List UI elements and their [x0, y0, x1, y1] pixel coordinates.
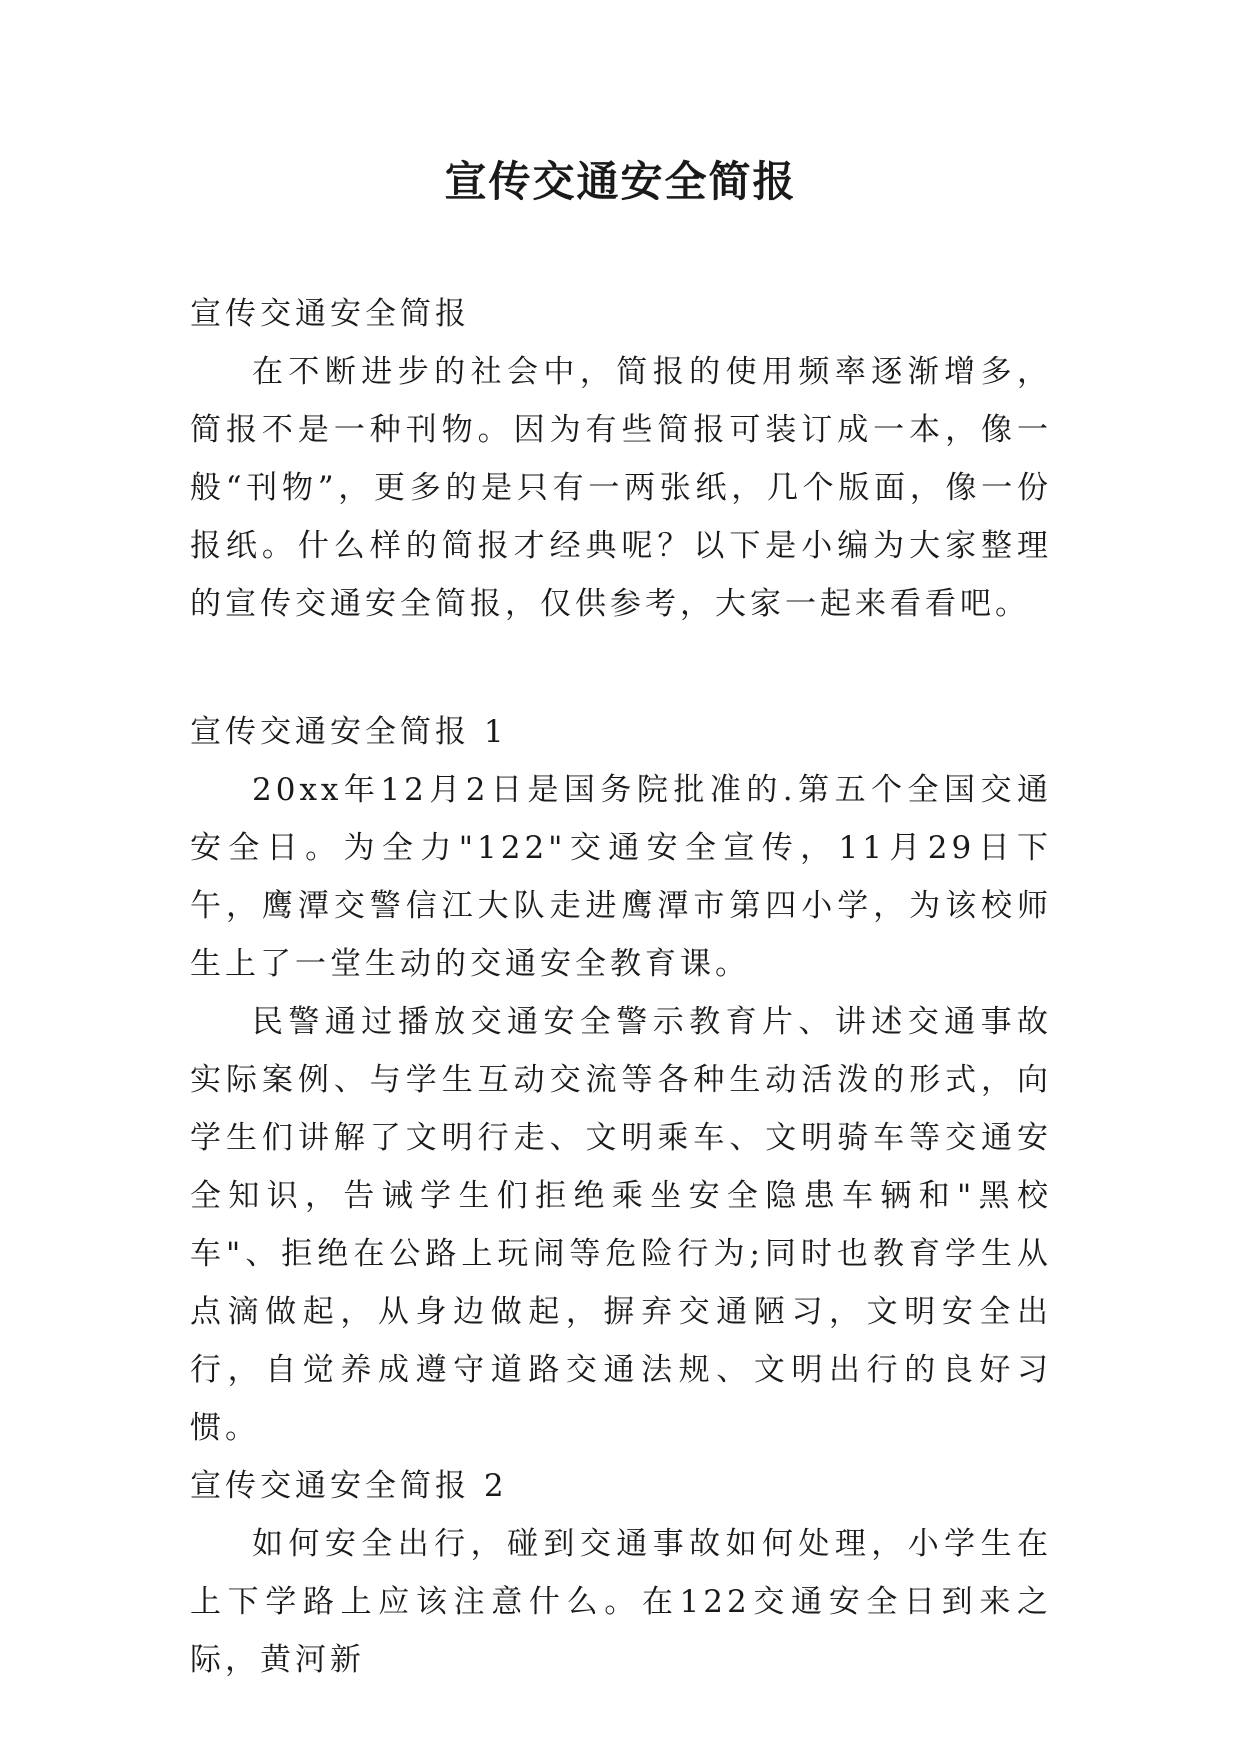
section-2-paragraph-1: 如何安全出行，碰到交通事故如何处理，小学生在上下学路上应该注意什么。在122交通安全日到来之际，黄河新 — [190, 1526, 1052, 1678]
intro-heading: 宣传交通安全简报 — [190, 296, 470, 332]
section-spacer — [190, 633, 1052, 703]
intro-paragraph: 在不断进步的社会中，简报的使用频率逐渐增多，简报不是一种刊物。因为有些简报可装订成一本，像一般“刊物”，更多的是只有一两张纸，几个版面，像一份报纸。什么样的简报才经典呢？以下是小编为大家整理的宣传交通安全简报，仅供参考，大家一起来看看吧。 — [190, 354, 1052, 622]
document-title: 宣传交通安全简报 — [444, 157, 797, 206]
document-body — [190, 285, 1052, 1689]
section-1-heading: 宣传交通安全简报 1 — [190, 714, 508, 750]
section-1-paragraph-1: 20xx年12月2日是国务院批准的.第五个全国交通安全日。为全力"122"交通安全宣传，11月29日下午，鹰潭交警信江大队走进鹰潭市第四小学，为该校师生上了一堂生动的交通安全教育课。 — [190, 772, 1052, 982]
section-1-paragraph-2: 民警通过播放交通安全警示教育片、讲述交通事故实际案例、与学生互动交流等各种生动活泼的形式，向学生们讲解了文明行走、文明乘车、文明骑车等交通安全知识，告诫学生们拒绝乘坐安全隐患车辆和"黑校车"、拒绝在公路上玩闹等危险行为;同时也教育学生从点滴做起，从身边做起，摒弃交通陋习，文明安全出行，自觉养成遵守道路交通法规、文明出行的良好习惯。 — [190, 1004, 1052, 1446]
section-2-heading: 宣传交通安全简报 2 — [190, 1468, 508, 1504]
